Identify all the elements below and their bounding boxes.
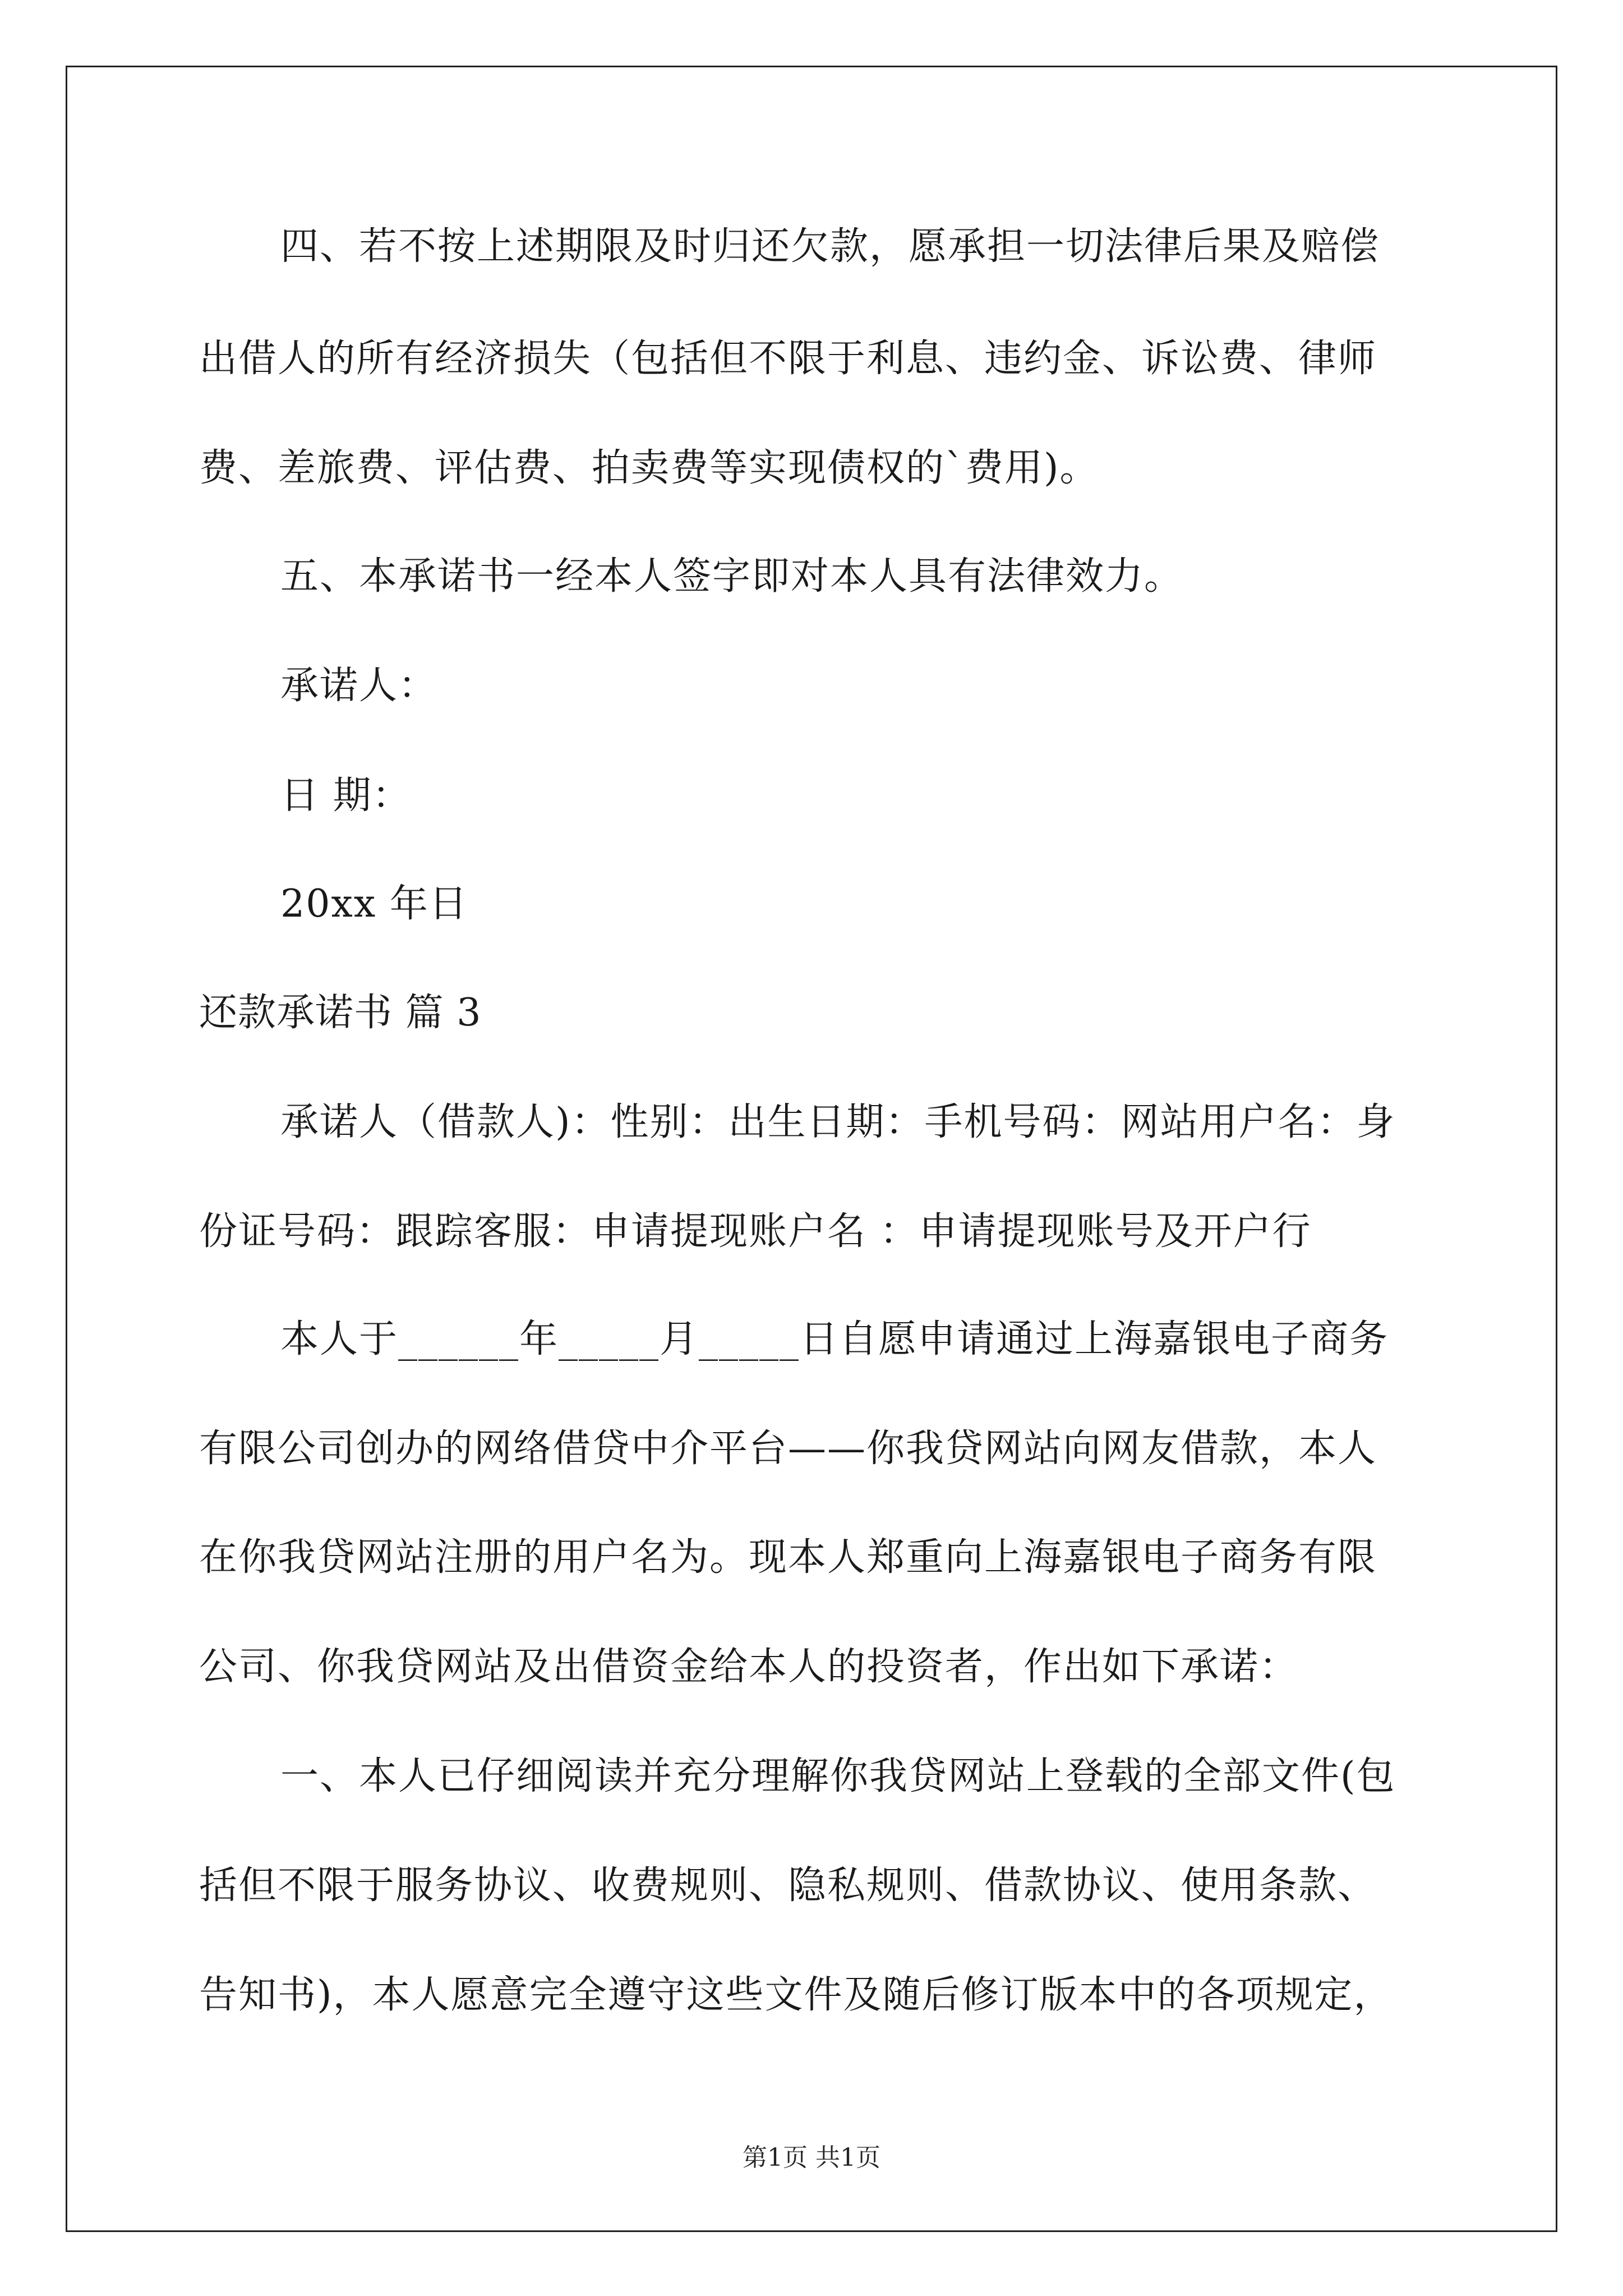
paragraph-line: 四、若不按上述期限及时归还欠款，愿承担一切法律后果及赔偿	[280, 224, 1380, 269]
paragraph-line: 份证号码：跟踪客服：申请提现账户名 ：申请提现账号及开户行	[199, 1209, 1312, 1254]
paragraph-line: 出借人的所有经济损失（包括但不限于利息、违约金、诉讼费、律师	[199, 337, 1377, 381]
paragraph-line: 费、差旅费、评估费、拍卖费等实现债权的`费用)。	[199, 446, 1099, 490]
paragraph-line: 本人于______年_____月_____日自愿申请通过上海嘉银电子商务	[280, 1317, 1389, 1361]
paragraph-line: 承诺人（借款人)：性别：出生日期：手机号码：网站用户名：身	[280, 1100, 1396, 1144]
paragraph-line: 公司、你我贷网站及出借资金给本人的投资者，作出如下承诺：	[199, 1645, 1299, 1689]
paragraph-line: 括但不限于服务协议、收费规则、隐私规则、借款协议、使用条款、	[199, 1864, 1377, 1908]
paragraph-line: 在你我贷网站注册的用户名为。现本人郑重向上海嘉银电子商务有限	[199, 1535, 1377, 1580]
date-value: 20xx 年日	[280, 882, 468, 926]
section-heading: 还款承诺书 篇 3	[199, 991, 482, 1035]
paragraph-line: 一、本人已仔细阅读并充分理解你我贷网站上登载的全部文件(包	[280, 1754, 1396, 1798]
signatory-label: 承诺人：	[280, 664, 438, 708]
page-footer: 第1页 共1页	[743, 2143, 880, 2172]
paragraph-line: 五、本承诺书一经本人签字即对本人具有法律效力。	[280, 554, 1184, 599]
paragraph-line: 告知书)，本人愿意完全遵守这些文件及随后修订版本中的各项规定，	[199, 1973, 1393, 2017]
paragraph-line: 有限公司创办的网络借贷中介平台——你我贷网站向网友借款，本人	[199, 1427, 1377, 1471]
date-label: 日 期：	[280, 774, 412, 818]
